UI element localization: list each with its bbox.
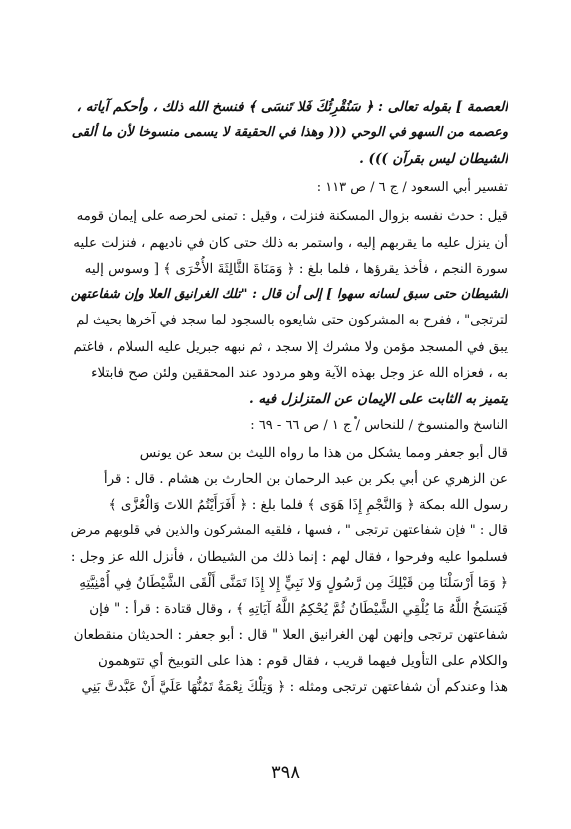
text-line: يبق في المسجد مؤمن ولا مشرك إلا سجد ، ثم نبهه جبريل عليه السلام ، فاغتم [73, 339, 508, 355]
text-line: به ، فعزاه الله عز وجل بهذه الآية وهو مردود عند المحققين ولئن صح فابتلاء [91, 365, 508, 381]
text-line: أن ينزل عليه ما يقربهم إليه ، واستمر به ذلك حتى كان في ناديهم ، فنزلت عليه [73, 235, 508, 251]
page-number: ٣٩٨ [270, 762, 300, 783]
text-line: فَيَنسَخُ اللَّهُ مَا يُلْقِي الشَّيْطَانُ ثُمَّ يُحْكِمُ اللَّهُ آيَاتِهِ ﴾ ، وقال قتادة : قرأ : " فإن [89, 601, 508, 617]
text-line: هذا وعندكم أن شفاعتهن ترتجى ومثله : ﴿ وَتِلْكَ نِعْمَةٌ تَمُنُّهَا عَلَيَّ أَنْ عَبَّدتَّ بَنِي [81, 679, 508, 695]
text-line: شفاعتهن ترتجى وإنهن لهن الغرانيق العلا " قال : أبو جعفر : الحديثان منقطعان [73, 627, 508, 643]
source-citation-2: الناسخ والمنسوخ / للنحاس / ج ١ / ص ٦٦ - ٦٩ : [250, 418, 508, 433]
text-line: عن الزهري عن أبي بكر بن عبد الرحمان بن الحارث بن هشام . قال : قرأ [103, 471, 508, 487]
text-line: قال : " فإن شفاعتهن ترتجى " ، فسها ، فلقيه المشركون والذين في قلوبهم مرض [70, 523, 508, 538]
source-citation-1: تفسير أبي السعود / ج ٦ / ص ١١٣ : [316, 180, 508, 195]
text-line: والكلام على التأويل فيهما قريب ، فقال قوم : هذا على التوبيخ أي تتوهمون [98, 653, 508, 669]
text-line: يتميز به الثابت على الإيمان عن المتزلزل فيه . [249, 391, 508, 407]
text-line: العصمة ] بقوله تعالى : ﴿ سَنُقْرِئُكَ فَلا تَنسَى ﴾ فنسخ الله ذلك ، وأحكم آياته ، [76, 99, 508, 115]
text-line: قيل : حدث نفسه بزوال المسكنة فنزلت ، وقيل : تمنى لحرصه على إيمان قومه [76, 209, 508, 224]
text-line: لترتجى" ، ففرح به المشركون حتى شايعوه بالسجود لما سجد في آخرها بحيث لم [76, 313, 508, 328]
text-line: رسول الله بمكة ﴿ وَالنَّجْمِ إِذَا هَوَى ﴾ فلما بلغ : ﴿ أَفَرَأَيْتُمُ اللاتَ وَالْعُزَّى ﴾ [108, 497, 508, 513]
text-line: وعصمه من السهو في الوحي ((( وهذا في الحقيقة لا يسمى منسوخا لأن ما ألقى [71, 125, 508, 140]
text-line: فسلموا عليه وفرحوا ، فقال لهم : إنما ذلك من الشيطان ، فأنزل الله عز وجل : [70, 549, 508, 565]
text-line: الشيطان ليس بقرآن ))) . [359, 151, 508, 167]
text-line: سورة النجم ، فأخذ يقرؤها ، فلما بلغ : ﴿ وَمَنَاةَ الثَّالِثَةَ الأُخْرَى ﴾ [ وسوس إليه [84, 261, 508, 277]
text-line: ﴿ وَمَا أَرْسَلْنَا مِن قَبْلِكَ مِن رَّسُولٍ وَلا نَبِيٍّ إِلا إِذَا تَمَنَّى أَلْقَى الشَّيْطَانُ فِي أُمْنِيَّتِهِ [79, 575, 508, 591]
text-line: الشيطان حتى سبق لسانه سهوا ] إلى أن قال : "تلك الغرانيق العلا وإن شفاعتهن [70, 287, 508, 302]
text-line: قال أبو جعفر ومما يشكل من هذا ما رواه الليث بن سعد عن يونس [139, 445, 508, 461]
